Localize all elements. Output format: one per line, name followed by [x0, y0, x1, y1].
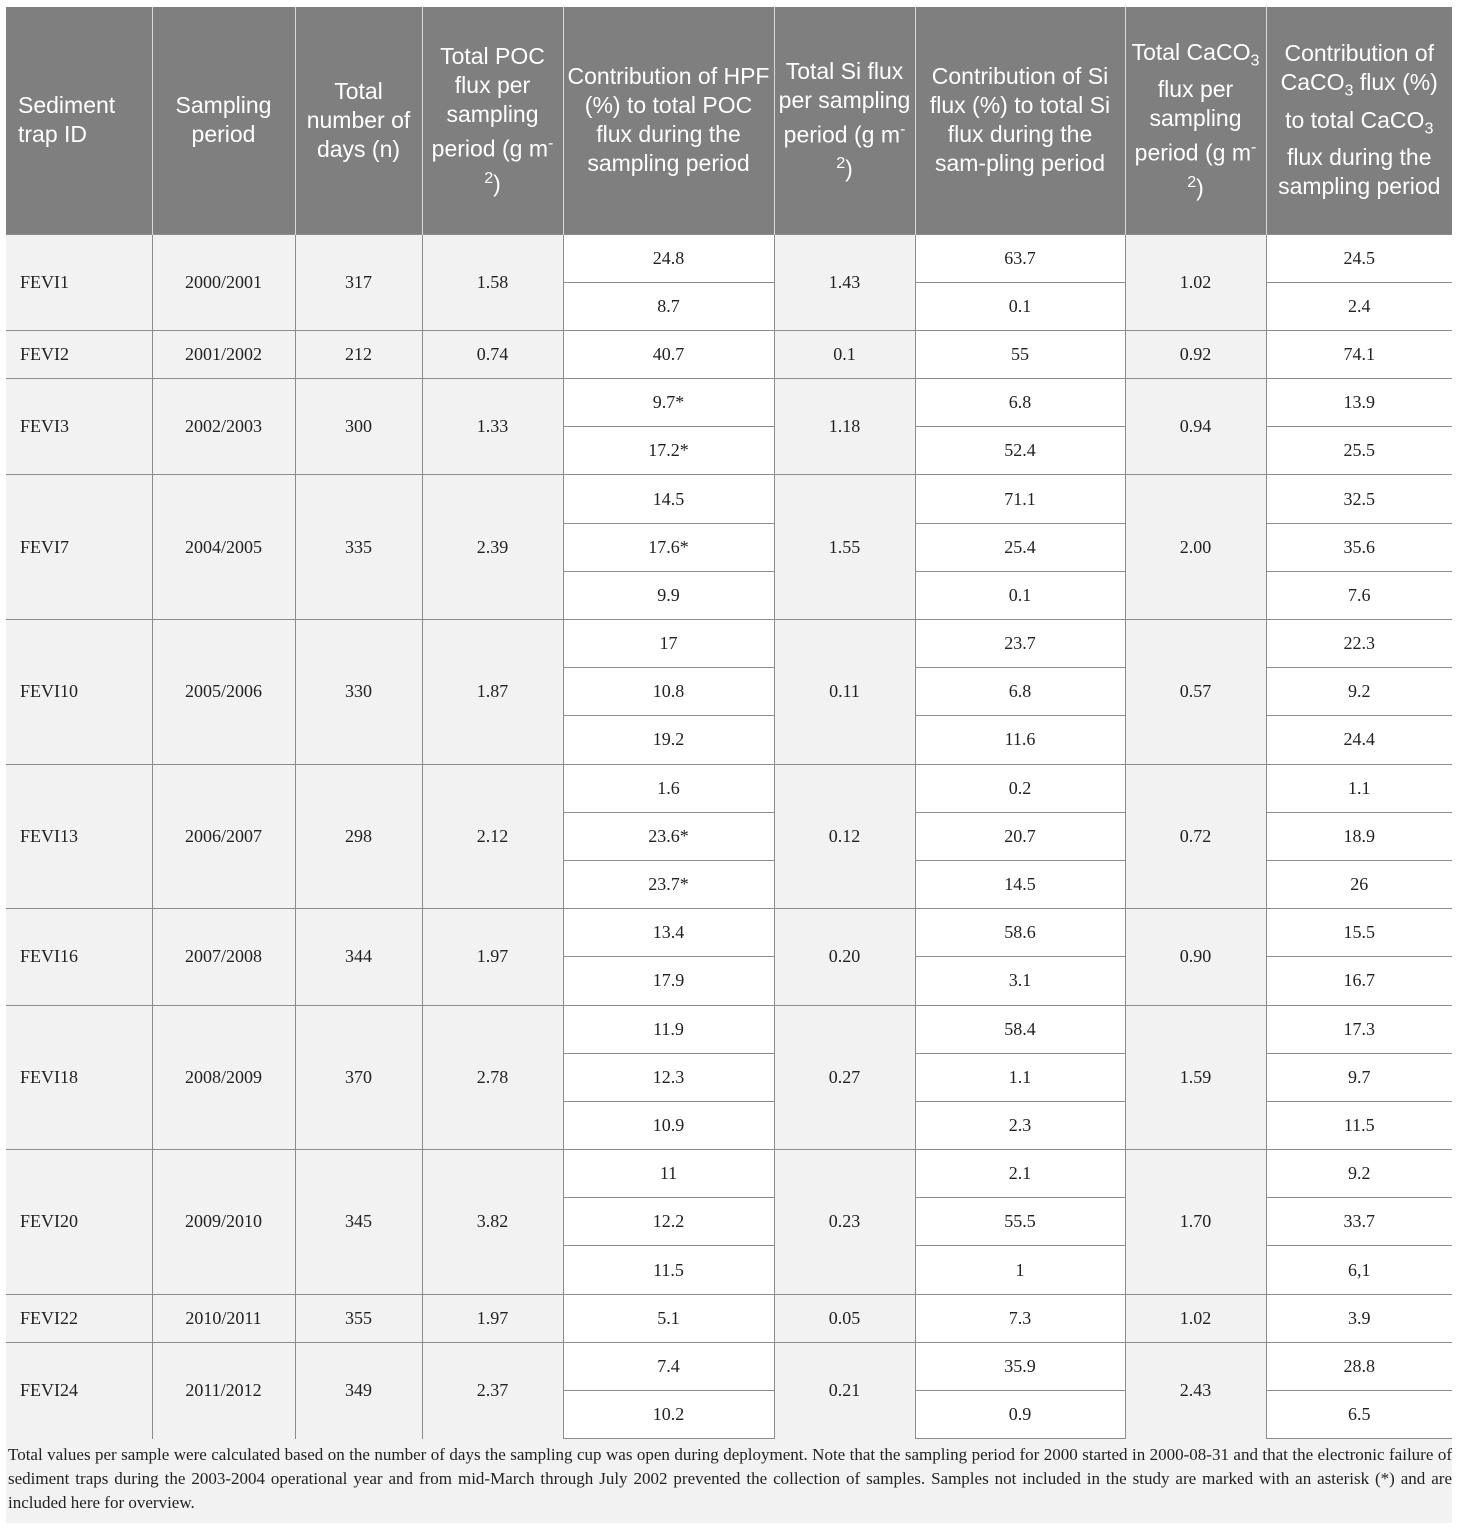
- total-poc-cell: 1.87: [422, 620, 563, 765]
- header-caco3-contribution-sub2: 3: [1424, 119, 1434, 138]
- trap-id-cell: FEVI10: [6, 620, 152, 765]
- hpf-contribution-cell: 11.9: [563, 1005, 774, 1053]
- si-contribution-cell: 71.1: [915, 475, 1125, 523]
- header-total-poc-close: ): [493, 170, 501, 197]
- hpf-contribution-cell: 11: [563, 1150, 774, 1198]
- hpf-contribution-cell: 17.2*: [563, 427, 774, 475]
- total-poc-cell: 0.74: [422, 330, 563, 378]
- table-row: [6, 475, 1452, 523]
- caco3-contribution-cell: 16.7: [1266, 957, 1452, 1005]
- caco3-contribution-cell: 15.5: [1266, 909, 1452, 957]
- si-contribution-cell: 58.4: [915, 1005, 1125, 1053]
- sampling-period-cell: 2006/2007: [152, 764, 295, 909]
- si-contribution-cell: 6.8: [915, 668, 1125, 716]
- total-days-cell: 300: [295, 379, 422, 475]
- header-trap-id: Sediment trap ID: [6, 7, 152, 234]
- table-row: [6, 1005, 1452, 1053]
- header-total-poc-sup: -2: [484, 134, 554, 187]
- header-total-si-close: ): [845, 155, 853, 182]
- header-caco3-contribution: [1266, 7, 1452, 234]
- hpf-contribution-cell: 9.7*: [563, 379, 774, 427]
- total-poc-cell: 2.12: [422, 764, 563, 909]
- total-caco3-cell: 0.94: [1125, 379, 1266, 475]
- hpf-contribution-cell: 23.7*: [563, 860, 774, 908]
- hpf-contribution-cell: 7.4: [563, 1342, 774, 1390]
- si-contribution-cell: 1.1: [915, 1053, 1125, 1101]
- sediment-trap-flux-table: [6, 7, 1452, 1439]
- si-contribution-cell: 52.4: [915, 427, 1125, 475]
- caco3-contribution-cell: 26: [1266, 860, 1452, 908]
- hpf-contribution-cell: 13.4: [563, 909, 774, 957]
- hpf-contribution-cell: 17.9: [563, 957, 774, 1005]
- caco3-contribution-cell: 6,1: [1266, 1246, 1452, 1294]
- trap-id-cell: FEVI13: [6, 764, 152, 909]
- si-contribution-cell: 1: [915, 1246, 1125, 1294]
- caco3-contribution-cell: 7.6: [1266, 571, 1452, 619]
- trap-id-cell: FEVI16: [6, 909, 152, 1005]
- si-contribution-cell: 58.6: [915, 909, 1125, 957]
- hpf-contribution-cell: 19.2: [563, 716, 774, 764]
- si-contribution-cell: 35.9: [915, 1342, 1125, 1390]
- header-total-si-text: Total Si flux per sampling period (g m: [778, 57, 911, 148]
- table-body: [6, 234, 1452, 1439]
- table-header: [6, 7, 1452, 234]
- sampling-period-cell: 2009/2010: [152, 1150, 295, 1295]
- header-total-caco3-close: ): [1196, 174, 1204, 201]
- si-contribution-cell: 2.3: [915, 1101, 1125, 1149]
- total-caco3-cell: 0.90: [1125, 909, 1266, 1005]
- header-si-contribution: Contribution of Si flux (%) to total Si flux during the sam-pling period: [915, 7, 1125, 234]
- si-contribution-cell: 6.8: [915, 379, 1125, 427]
- caco3-contribution-cell: 2.4: [1266, 282, 1452, 330]
- trap-id-cell: FEVI1: [6, 234, 152, 330]
- hpf-contribution-cell: 1.6: [563, 764, 774, 812]
- table-row: [6, 764, 1452, 812]
- total-si-cell: 0.05: [774, 1294, 915, 1342]
- total-caco3-cell: 1.59: [1125, 1005, 1266, 1150]
- total-si-cell: 0.23: [774, 1150, 915, 1295]
- hpf-contribution-cell: 14.5: [563, 475, 774, 523]
- si-contribution-cell: 25.4: [915, 523, 1125, 571]
- total-si-cell: 0.20: [774, 909, 915, 1005]
- total-days-cell: 212: [295, 330, 422, 378]
- table-row: [6, 909, 1452, 957]
- total-days-cell: 344: [295, 909, 422, 1005]
- si-contribution-cell: 3.1: [915, 957, 1125, 1005]
- sampling-period-cell: 2007/2008: [152, 909, 295, 1005]
- si-contribution-cell: 0.1: [915, 571, 1125, 619]
- caco3-contribution-cell: 1.1: [1266, 764, 1452, 812]
- si-contribution-cell: 2.1: [915, 1150, 1125, 1198]
- hpf-contribution-cell: 9.9: [563, 571, 774, 619]
- total-caco3-cell: 0.72: [1125, 764, 1266, 909]
- si-contribution-cell: 20.7: [915, 812, 1125, 860]
- hpf-contribution-cell: 17.6*: [563, 523, 774, 571]
- total-si-cell: 0.12: [774, 764, 915, 909]
- table-row: [6, 234, 1452, 282]
- header-total-caco3-text2: flux per sampling period (g m: [1134, 76, 1251, 167]
- si-contribution-cell: 7.3: [915, 1294, 1125, 1342]
- total-caco3-cell: 0.92: [1125, 330, 1266, 378]
- hpf-contribution-cell: 8.7: [563, 282, 774, 330]
- total-caco3-cell: 0.57: [1125, 620, 1266, 765]
- total-caco3-cell: 2.00: [1125, 475, 1266, 620]
- sampling-period-cell: 2004/2005: [152, 475, 295, 620]
- table-row: [6, 620, 1452, 668]
- trap-id-cell: FEVI3: [6, 379, 152, 475]
- header-total-poc: [422, 7, 563, 234]
- sampling-period-cell: 2002/2003: [152, 379, 295, 475]
- caco3-contribution-cell: 11.5: [1266, 1101, 1452, 1149]
- caco3-contribution-cell: 18.9: [1266, 812, 1452, 860]
- si-contribution-cell: 0.9: [915, 1391, 1125, 1439]
- trap-id-cell: FEVI24: [6, 1342, 152, 1438]
- hpf-contribution-cell: 5.1: [563, 1294, 774, 1342]
- caco3-contribution-cell: 9.2: [1266, 1150, 1452, 1198]
- hpf-contribution-cell: 12.3: [563, 1053, 774, 1101]
- header-total-caco3-text: Total CaCO: [1131, 38, 1251, 65]
- hpf-contribution-cell: 17: [563, 620, 774, 668]
- total-si-cell: 0.1: [774, 330, 915, 378]
- hpf-contribution-cell: 24.8: [563, 234, 774, 282]
- table-row: [6, 379, 1452, 427]
- total-caco3-cell: 1.02: [1125, 1294, 1266, 1342]
- caco3-contribution-cell: 25.5: [1266, 427, 1452, 475]
- sampling-period-cell: 2005/2006: [152, 620, 295, 765]
- total-si-cell: 0.11: [774, 620, 915, 765]
- trap-id-cell: FEVI2: [6, 330, 152, 378]
- caco3-contribution-cell: 9.7: [1266, 1053, 1452, 1101]
- hpf-contribution-cell: 10.2: [563, 1391, 774, 1439]
- table-row: [6, 1294, 1452, 1342]
- total-poc-cell: 1.97: [422, 909, 563, 1005]
- si-contribution-cell: 23.7: [915, 620, 1125, 668]
- header-caco3-contribution-sub1: 3: [1344, 81, 1354, 100]
- header-total-days: Total number of days (n): [295, 7, 422, 234]
- si-contribution-cell: 55: [915, 330, 1125, 378]
- header-total-poc-text: Total POC flux per sampling period (g m: [431, 43, 548, 162]
- header-caco3-contribution-text2: flux (%) to total CaCO: [1285, 69, 1438, 133]
- total-si-cell: 0.27: [774, 1005, 915, 1150]
- caco3-contribution-cell: 17.3: [1266, 1005, 1452, 1053]
- trap-id-cell: FEVI7: [6, 475, 152, 620]
- table-figure: [6, 7, 1452, 1523]
- total-caco3-cell: 1.02: [1125, 234, 1266, 330]
- header-caco3-contribution-text: Contribution of CaCO: [1280, 40, 1435, 96]
- si-contribution-cell: 55.5: [915, 1198, 1125, 1246]
- caco3-contribution-cell: 33.7: [1266, 1198, 1452, 1246]
- sampling-period-cell: 2008/2009: [152, 1005, 295, 1150]
- header-total-si: [774, 7, 915, 234]
- caco3-contribution-cell: 13.9: [1266, 379, 1452, 427]
- total-poc-cell: 2.39: [422, 475, 563, 620]
- table-row: [6, 1150, 1452, 1198]
- hpf-contribution-cell: 40.7: [563, 330, 774, 378]
- sampling-period-cell: 2000/2001: [152, 234, 295, 330]
- total-days-cell: 349: [295, 1342, 422, 1438]
- si-contribution-cell: 0.1: [915, 282, 1125, 330]
- si-contribution-cell: 0.2: [915, 764, 1125, 812]
- total-days-cell: 355: [295, 1294, 422, 1342]
- header-total-caco3-sub: 3: [1250, 51, 1260, 70]
- total-days-cell: 345: [295, 1150, 422, 1295]
- si-contribution-cell: 63.7: [915, 234, 1125, 282]
- caco3-contribution-cell: 24.4: [1266, 716, 1452, 764]
- caco3-contribution-cell: 28.8: [1266, 1342, 1452, 1390]
- total-poc-cell: 3.82: [422, 1150, 563, 1295]
- caco3-contribution-cell: 74.1: [1266, 330, 1452, 378]
- total-caco3-cell: 1.70: [1125, 1150, 1266, 1295]
- caco3-contribution-cell: 22.3: [1266, 620, 1452, 668]
- caco3-contribution-cell: 3.9: [1266, 1294, 1452, 1342]
- hpf-contribution-cell: 23.6*: [563, 812, 774, 860]
- hpf-contribution-cell: 12.2: [563, 1198, 774, 1246]
- total-days-cell: 298: [295, 764, 422, 909]
- total-poc-cell: 1.97: [422, 1294, 563, 1342]
- total-days-cell: 330: [295, 620, 422, 765]
- total-si-cell: 1.43: [774, 234, 915, 330]
- header-total-caco3-sup: -2: [1187, 138, 1257, 192]
- total-days-cell: 370: [295, 1005, 422, 1150]
- total-days-cell: 317: [295, 234, 422, 330]
- total-poc-cell: 2.37: [422, 1342, 563, 1438]
- hpf-contribution-cell: 10.8: [563, 668, 774, 716]
- caco3-contribution-cell: 24.5: [1266, 234, 1452, 282]
- sampling-period-cell: 2001/2002: [152, 330, 295, 378]
- header-caco3-contribution-text3: flux during the sampling period: [1278, 144, 1441, 200]
- total-poc-cell: 2.78: [422, 1005, 563, 1150]
- header-total-si-sup: -2: [836, 119, 906, 173]
- total-caco3-cell: 2.43: [1125, 1342, 1266, 1438]
- sampling-period-cell: 2010/2011: [152, 1294, 295, 1342]
- total-si-cell: 0.21: [774, 1342, 915, 1438]
- total-si-cell: 1.18: [774, 379, 915, 475]
- si-contribution-cell: 11.6: [915, 716, 1125, 764]
- caco3-contribution-cell: 32.5: [1266, 475, 1452, 523]
- total-si-cell: 1.55: [774, 475, 915, 620]
- table-footnote: Total values per sample were calculated based on the number of days the sampling cup was open during deployment. Note that the sampling period for 2000 started in 2000-08-31 and that the electronic failure of sediment traps during the 2003-2004 operational year and from mid-March through July 2002 prevented the collection of samples. Samples not included in the study are marked with an asterisk (*) and are included here for overview.: [8, 1445, 1452, 1512]
- table-row: [6, 330, 1452, 378]
- sampling-period-cell: 2011/2012: [152, 1342, 295, 1438]
- total-poc-cell: 1.33: [422, 379, 563, 475]
- hpf-contribution-cell: 11.5: [563, 1246, 774, 1294]
- caco3-contribution-cell: 35.6: [1266, 523, 1452, 571]
- trap-id-cell: FEVI22: [6, 1294, 152, 1342]
- table-row: [6, 1342, 1452, 1390]
- total-days-cell: 335: [295, 475, 422, 620]
- si-contribution-cell: 14.5: [915, 860, 1125, 908]
- header-total-caco3: [1125, 7, 1266, 234]
- trap-id-cell: FEVI20: [6, 1150, 152, 1295]
- caco3-contribution-cell: 6.5: [1266, 1391, 1452, 1439]
- caco3-contribution-cell: 9.2: [1266, 668, 1452, 716]
- header-sampling-period: Sampling period: [152, 7, 295, 234]
- total-poc-cell: 1.58: [422, 234, 563, 330]
- hpf-contribution-cell: 10.9: [563, 1101, 774, 1149]
- header-hpf-contribution: Contribution of HPF (%) to total POC flux during the sampling period: [563, 7, 774, 234]
- trap-id-cell: FEVI18: [6, 1005, 152, 1150]
- header-row: [6, 7, 1452, 234]
